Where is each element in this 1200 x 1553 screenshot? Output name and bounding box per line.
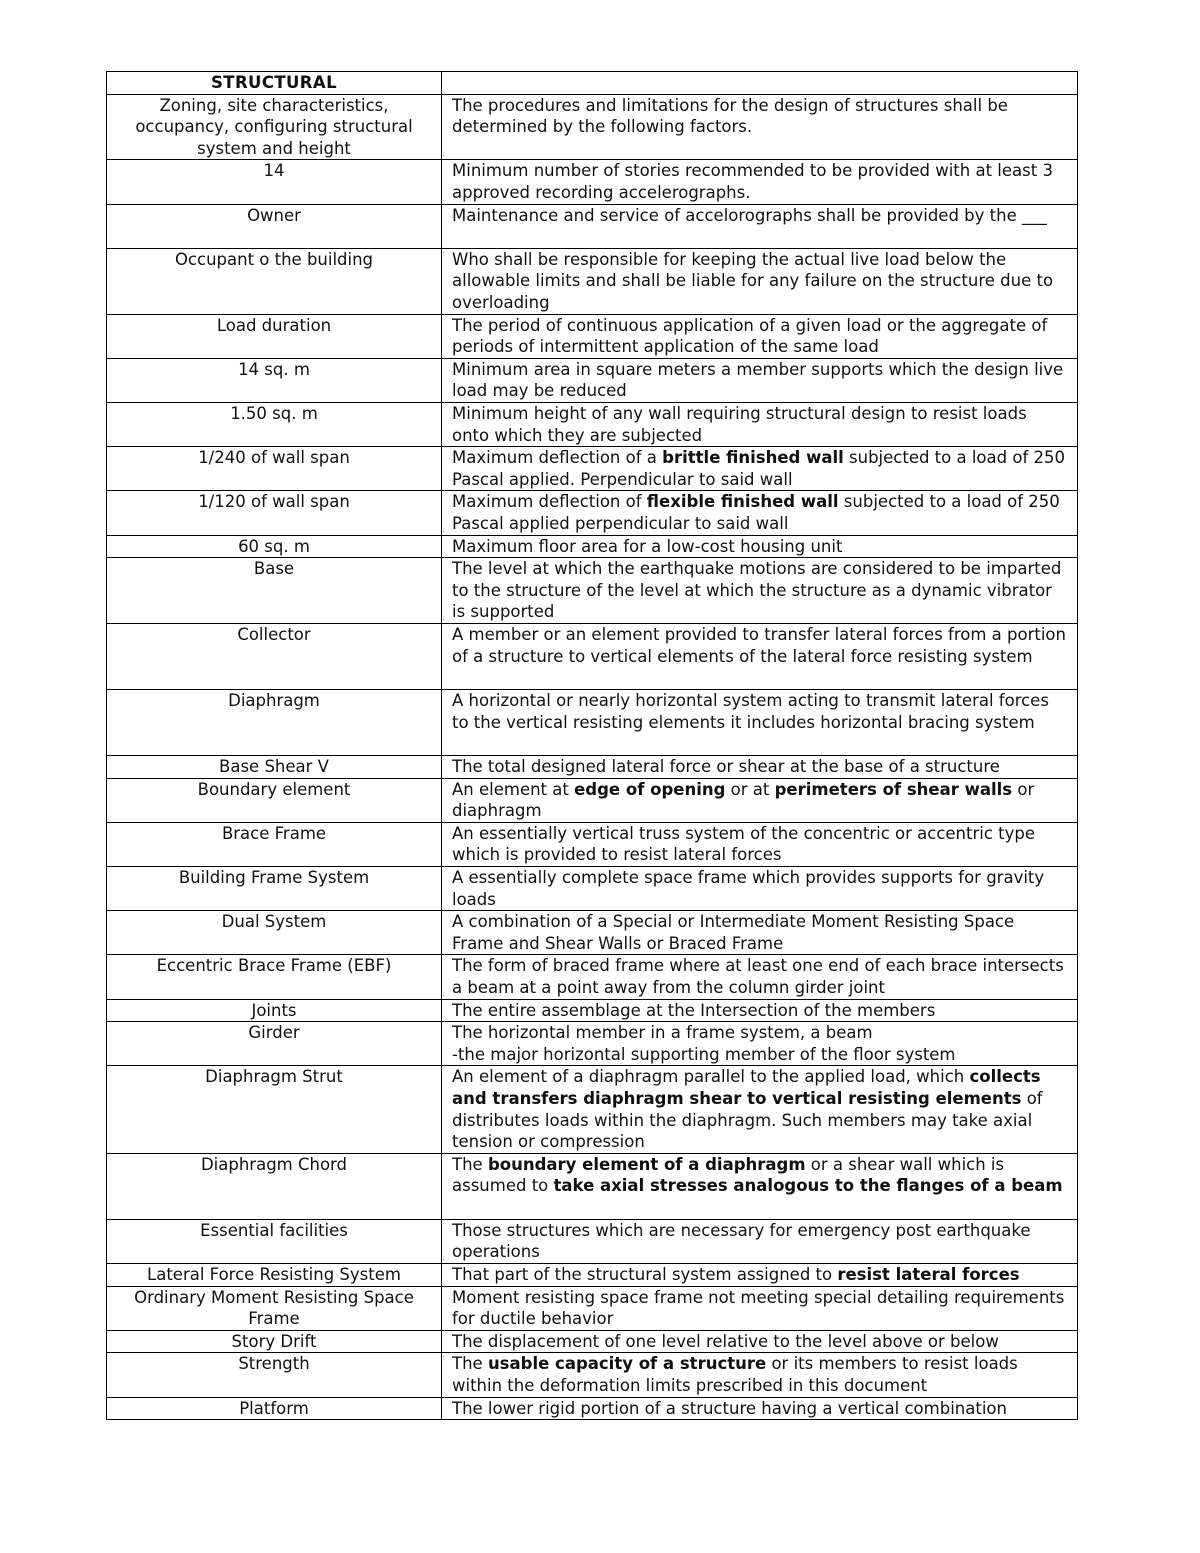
definition-cell xyxy=(442,778,1078,822)
definition-text: An element of a diaphragm parallel to the applied load, which xyxy=(452,1067,970,1087)
emphasized-text: boundary element of a diaphragm xyxy=(487,1154,806,1174)
definition-text: An essentially vertical truss system of the concentric or accentric type which is provided to resist lateral forces xyxy=(452,823,1036,865)
definition-text: A essentially complete space frame which provides supports for gravity loads xyxy=(452,868,1045,909)
table-row xyxy=(107,204,1078,248)
emphasized-text: flexible finished wall xyxy=(646,492,839,512)
definition-text: Maximum floor area for a low-cost housing unit xyxy=(452,536,843,556)
definition-text: The lower rigid portion of a structure having a vertical combination xyxy=(452,1398,1007,1418)
emphasized-text: brittle finished wall xyxy=(662,448,844,468)
structural-terms-table xyxy=(106,71,1078,1420)
term-cell: Load duration xyxy=(107,314,442,358)
emphasized-text: usable capacity of a structure xyxy=(487,1354,767,1374)
definition-text: The form of braced frame where at least one end of each brace intersects a beam at a point away from the column girder joint xyxy=(452,956,1064,998)
definition-cell xyxy=(442,1397,1078,1420)
table-row xyxy=(107,535,1078,558)
table-row xyxy=(107,1286,1078,1330)
header-blank-cell xyxy=(442,72,1078,95)
definition-cell xyxy=(442,558,1078,624)
definition-cell xyxy=(442,248,1078,314)
definition-text: Minimum height of any wall requiring structural design to resist loads onto which they are subjected xyxy=(452,403,1027,445)
term-cell: Story Drift xyxy=(107,1330,442,1353)
definition-text: Those structures which are necessary for emergency post earthquake operations xyxy=(452,1220,1031,1262)
term-cell: Building Frame System xyxy=(107,867,442,911)
definition-cell xyxy=(442,690,1078,756)
definition-cell xyxy=(442,160,1078,204)
table-row xyxy=(107,1330,1078,1353)
header-row xyxy=(107,72,1078,95)
term-cell: Platform xyxy=(107,1397,442,1420)
definition-cell xyxy=(442,756,1078,779)
definition-cell xyxy=(442,822,1078,866)
definition-cell xyxy=(442,204,1078,248)
term-cell: Base Shear V xyxy=(107,756,442,779)
definition-text: Moment resisting space frame not meeting special detailing requirements for ductile behavior xyxy=(452,1287,1065,1329)
definition-cell xyxy=(442,535,1078,558)
definition-text: An element at xyxy=(452,779,575,799)
term-cell: Eccentric Brace Frame (EBF) xyxy=(107,955,442,999)
table-row xyxy=(107,778,1078,822)
table-row xyxy=(107,1153,1078,1219)
definition-cell xyxy=(442,1353,1078,1397)
table-body xyxy=(107,94,1078,1420)
table-row xyxy=(107,822,1078,866)
term-cell: Strength xyxy=(107,1353,442,1397)
definition-text: subjected to a load of 250 Pascal applied. Perpendicular to said wall xyxy=(452,448,1066,489)
definition-cell xyxy=(442,314,1078,358)
table-row xyxy=(107,867,1078,911)
definition-cell xyxy=(442,358,1078,402)
term-cell: Brace Frame xyxy=(107,822,442,866)
table-row xyxy=(107,314,1078,358)
term-cell: Joints xyxy=(107,999,442,1022)
term-cell: 1.50 sq. m xyxy=(107,402,442,446)
table-row xyxy=(107,160,1078,204)
definition-text: or a shear wall which is assumed to xyxy=(452,1154,1005,1196)
definition-text: or its members to resist loads within the deformation limits prescribed in this document xyxy=(452,1354,1018,1395)
term-cell: Essential facilities xyxy=(107,1219,442,1263)
table-row xyxy=(107,911,1078,955)
definition-cell xyxy=(442,94,1078,160)
definition-cell xyxy=(442,1022,1078,1066)
term-cell: 14 xyxy=(107,160,442,204)
term-cell: Dual System xyxy=(107,911,442,955)
definition-text: The displacement of one level relative to the level above or below xyxy=(452,1331,999,1351)
term-cell: Base xyxy=(107,558,442,624)
table-row xyxy=(107,999,1078,1022)
definition-text: The xyxy=(452,1354,488,1374)
definition-text: The procedures and limitations for the design of structures shall be determined by the following factors. xyxy=(452,95,1008,137)
term-cell: 14 sq. m xyxy=(107,358,442,402)
table-row xyxy=(107,1263,1078,1286)
definition-text: Who shall be responsible for keeping the actual live load below the allowable limits and shall be liable for any failure on the structure due to overloading xyxy=(452,249,1054,312)
term-cell: 60 sq. m xyxy=(107,535,442,558)
definition-cell xyxy=(442,1219,1078,1263)
term-cell: 1/240 of wall span xyxy=(107,447,442,491)
definition-text: The entire assemblage at the Intersection of the members xyxy=(452,1000,936,1020)
table-row xyxy=(107,955,1078,999)
term-cell: Boundary element xyxy=(107,778,442,822)
definition-text: of distributes loads within the diaphragm. Such members may take axial tension or compression xyxy=(452,1089,1043,1152)
term-cell: Collector xyxy=(107,624,442,690)
definition-text: The total designed lateral force or shear at the base of a structure xyxy=(452,757,1000,777)
definition-text: The xyxy=(452,1154,488,1174)
definition-text: -the major horizontal supporting member of the floor system xyxy=(452,1044,956,1064)
definition-cell xyxy=(442,955,1078,999)
definition-text: That part of the structural system assigned to xyxy=(452,1264,838,1284)
definition-cell xyxy=(442,1153,1078,1219)
term-cell: Girder xyxy=(107,1022,442,1066)
table-row xyxy=(107,558,1078,624)
definition-cell xyxy=(442,491,1078,535)
table-row xyxy=(107,447,1078,491)
definition-cell xyxy=(442,402,1078,446)
definition-text: Maximum deflection of a xyxy=(452,448,663,468)
definition-text: A member or an element provided to transfer lateral forces from a portion of a structure to vertical elements of the lateral force resisting system xyxy=(452,625,1066,666)
definition-text: The level at which the earthquake motions are considered to be imparted to the structure of the level at which the structure as a dynamic vibrator is supported xyxy=(452,559,1062,622)
definition-text: Minimum number of stories recommended to be provided with at least 3 approved recording accelerographs. xyxy=(452,161,1053,202)
definition-cell xyxy=(442,1263,1078,1286)
table-row xyxy=(107,624,1078,690)
table-row xyxy=(107,358,1078,402)
definition-text: or at xyxy=(725,779,775,799)
definition-cell xyxy=(442,999,1078,1022)
table-row xyxy=(107,402,1078,446)
emphasized-text: edge of opening xyxy=(574,779,726,799)
term-cell: Owner xyxy=(107,204,442,248)
emphasized-text: take axial stresses analogous to the flanges of a beam xyxy=(553,1176,1063,1196)
table-row xyxy=(107,1397,1078,1420)
definition-cell xyxy=(442,1066,1078,1153)
table-row xyxy=(107,1022,1078,1066)
table-row xyxy=(107,248,1078,314)
definition-text: A combination of a Special or Intermediate Moment Resisting Space Frame and Shear Walls or Braced Frame xyxy=(452,912,1015,953)
table-title: STRUCTURAL xyxy=(107,72,442,95)
table-row xyxy=(107,756,1078,779)
table-row xyxy=(107,1353,1078,1397)
term-cell: Zoning, site characteristics, occupancy, configuring structural system and height xyxy=(107,94,442,160)
term-cell: Diaphragm xyxy=(107,690,442,756)
definition-text: The horizontal member in a frame system, a beam xyxy=(452,1023,873,1043)
definition-text: A horizontal or nearly horizontal system acting to transmit lateral forces to the vertical resisting elements it includes horizontal bracing system xyxy=(452,691,1049,732)
definition-cell xyxy=(442,867,1078,911)
term-cell: Ordinary Moment Resisting Space Frame xyxy=(107,1286,442,1330)
definition-text: Maximum deflection of xyxy=(452,492,647,512)
definition-text: Maintenance and service of accelorographs shall be provided by the ___ xyxy=(452,205,1047,225)
term-cell: Diaphragm Strut xyxy=(107,1066,442,1153)
definition-cell xyxy=(442,911,1078,955)
term-cell: Occupant o the building xyxy=(107,248,442,314)
definition-cell xyxy=(442,1330,1078,1353)
emphasized-text: collects and transfers diaphragm shear to vertical resisting elements xyxy=(452,1067,1041,1108)
definition-cell xyxy=(442,624,1078,690)
definition-text: or diaphragm xyxy=(452,779,1035,821)
definition-text: The period of continuous application of a given load or the aggregate of periods of intermittent application of the same load xyxy=(452,315,1048,357)
definition-cell xyxy=(442,1286,1078,1330)
term-cell: Lateral Force Resisting System xyxy=(107,1263,442,1286)
table-row xyxy=(107,491,1078,535)
definition-cell xyxy=(442,447,1078,491)
table-row xyxy=(107,94,1078,160)
emphasized-text: perimeters of shear walls xyxy=(774,779,1013,799)
table-row xyxy=(107,1219,1078,1263)
definition-text: Minimum area in square meters a member supports which the design live load may be reduced xyxy=(452,359,1064,401)
table-row xyxy=(107,1066,1078,1153)
emphasized-text: resist lateral forces xyxy=(837,1264,1020,1284)
term-cell: Diaphragm Chord xyxy=(107,1153,442,1219)
definition-text: subjected to a load of 250 Pascal applied perpendicular to said wall xyxy=(452,492,1060,533)
table-row xyxy=(107,690,1078,756)
term-cell: 1/120 of wall span xyxy=(107,491,442,535)
